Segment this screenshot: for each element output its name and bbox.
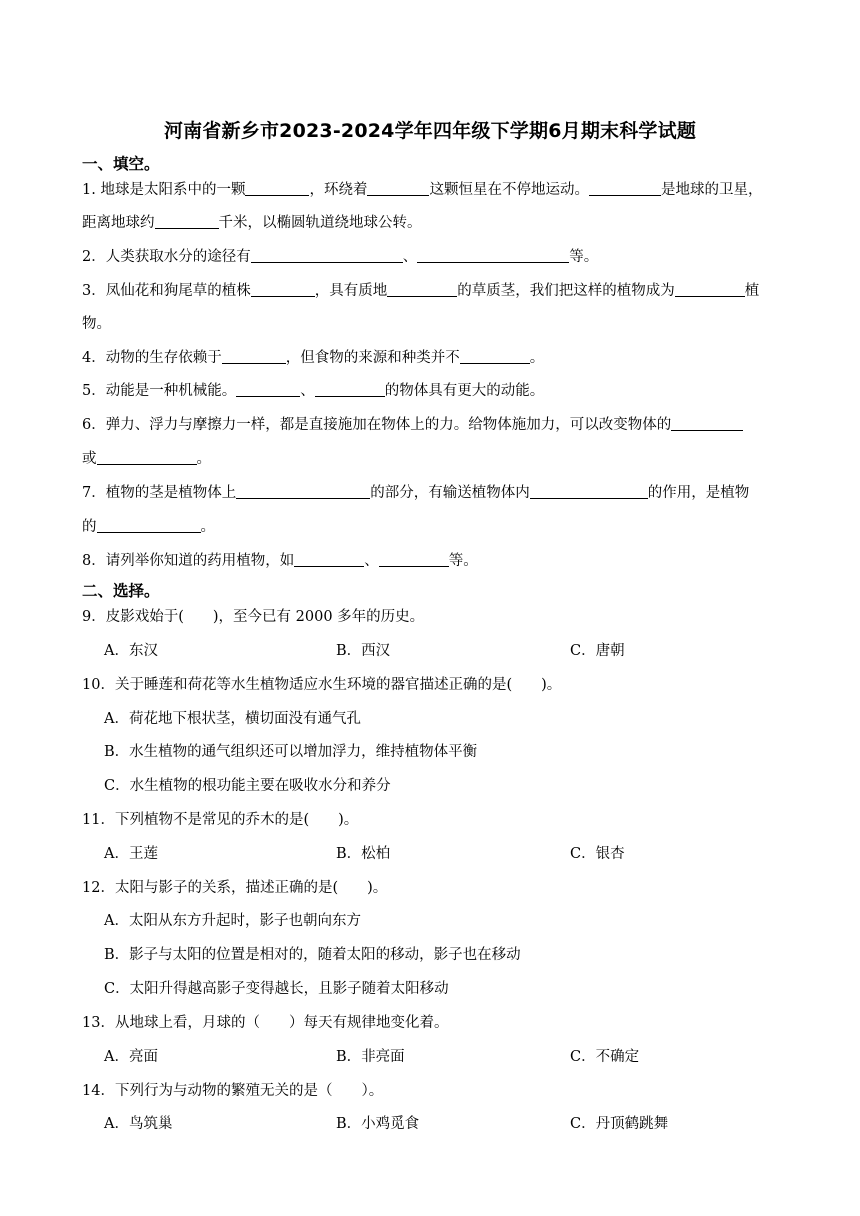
- answer-blank[interactable]: [367, 180, 429, 196]
- question-1-line-2: 距离地球约 千米，以椭圆轨道绕地球公转。: [82, 215, 422, 231]
- question-6-line-2: 或 。: [82, 451, 211, 467]
- option-b[interactable]: B．松柏: [336, 846, 391, 862]
- option-a[interactable]: A．太阳从东方升起时，影子也朝向东方: [104, 913, 361, 929]
- answer-blank[interactable]: [530, 483, 648, 499]
- question-7-line-1: 7．植物的茎是植物体上 的部分，有输送植物体内 的作用，是植物: [82, 485, 750, 501]
- answer-blank[interactable]: [222, 348, 286, 364]
- question-8: 8．请列举你知道的药用植物，如 、 等。: [82, 553, 478, 569]
- answer-blank[interactable]: [97, 449, 197, 465]
- option-b[interactable]: B．影子与太阳的位置是相对的，随着太阳的移动，影子也在移动: [104, 947, 521, 963]
- question-11-stem: 11．下列植物不是常见的乔木的是( )。: [82, 812, 359, 828]
- option-b[interactable]: B．水生植物的通气组织还可以增加浮力，维持植物体平衡: [104, 744, 478, 760]
- option-b[interactable]: B．小鸡觅食: [336, 1116, 420, 1132]
- option-c[interactable]: C．唐朝: [570, 643, 625, 659]
- question-7-line-2: 的 。: [82, 519, 215, 535]
- option-c[interactable]: C．丹顶鹤跳舞: [570, 1116, 669, 1132]
- answer-blank[interactable]: [460, 348, 530, 364]
- option-a[interactable]: A．东汉: [104, 643, 158, 659]
- option-a[interactable]: A．亮面: [104, 1049, 158, 1065]
- question-5: 5．动能是一种机械能。 、 的物体具有更大的动能。: [82, 383, 545, 399]
- option-a[interactable]: A．荷花地下根状茎，横切面没有通气孔: [104, 711, 361, 727]
- option-a[interactable]: A．鸟筑巢: [104, 1116, 173, 1132]
- question-14-stem: 14．下列行为与动物的繁殖无关的是（ ）。: [82, 1083, 384, 1099]
- question-10-stem: 10．关于睡莲和荷花等水生植物适应水生环境的器官描述正确的是( )。: [82, 677, 562, 693]
- option-b[interactable]: B．非亮面: [336, 1049, 405, 1065]
- option-c[interactable]: C．太阳升得越高影子变得越长，且影子随着太阳移动: [104, 981, 449, 997]
- answer-blank[interactable]: [417, 247, 569, 263]
- answer-blank[interactable]: [315, 381, 385, 397]
- question-3-line-1: 3．凤仙花和狗尾草的植株 ，具有质地 的草质茎，我们把这样的植物成为 植: [82, 283, 760, 299]
- question-12-stem: 12．太阳与影子的关系，描述正确的是( )。: [82, 880, 388, 896]
- answer-blank[interactable]: [97, 517, 201, 533]
- option-c[interactable]: C．不确定: [570, 1049, 640, 1065]
- answer-blank[interactable]: [379, 551, 449, 567]
- question-6-line-1: 6．弹力、浮力与摩擦力一样，都是直接施加在物体上的力。给物体施加力，可以改变物体的: [82, 415, 812, 435]
- question-4: 4．动物的生存依赖于 ，但食物的来源和种类并不 。: [82, 350, 545, 366]
- answer-blank[interactable]: [671, 415, 743, 431]
- answer-blank[interactable]: [251, 281, 315, 297]
- answer-blank[interactable]: [236, 483, 370, 499]
- answer-blank[interactable]: [245, 180, 309, 196]
- answer-blank[interactable]: [236, 381, 300, 397]
- question-3-line-2: 物。: [82, 316, 111, 332]
- option-a[interactable]: A．王莲: [104, 846, 158, 862]
- answer-blank[interactable]: [155, 213, 219, 229]
- section-heading-choice: 二、选择。: [82, 582, 160, 600]
- question-2: 2．人类获取水分的途径有 、 等。: [82, 249, 599, 265]
- question-9-stem: 9．皮影戏始于( )，至今已有 2000 多年的历史。: [82, 609, 425, 625]
- answer-blank[interactable]: [675, 281, 745, 297]
- answer-blank[interactable]: [387, 281, 457, 297]
- option-b[interactable]: B．西汉: [336, 643, 391, 659]
- option-c[interactable]: C．水生植物的根功能主要在吸收水分和养分: [104, 778, 391, 794]
- question-1-line-1: 1. 地球是太阳系中的一颗 ，环绕着 这颗恒星在不停地运动。 是地球的卫星，: [82, 182, 763, 198]
- page-title: 河南省新乡市2023-2024学年四年级下学期6月期末科学试题: [163, 120, 697, 142]
- option-c[interactable]: C．银杏: [570, 846, 625, 862]
- answer-blank[interactable]: [294, 551, 364, 567]
- answer-blank[interactable]: [251, 247, 403, 263]
- section-heading-fill: 一、填空。: [82, 155, 160, 173]
- question-13-stem: 13．从地球上看，月球的（ ）每天有规律地变化着。: [82, 1015, 449, 1031]
- answer-blank[interactable]: [589, 180, 661, 196]
